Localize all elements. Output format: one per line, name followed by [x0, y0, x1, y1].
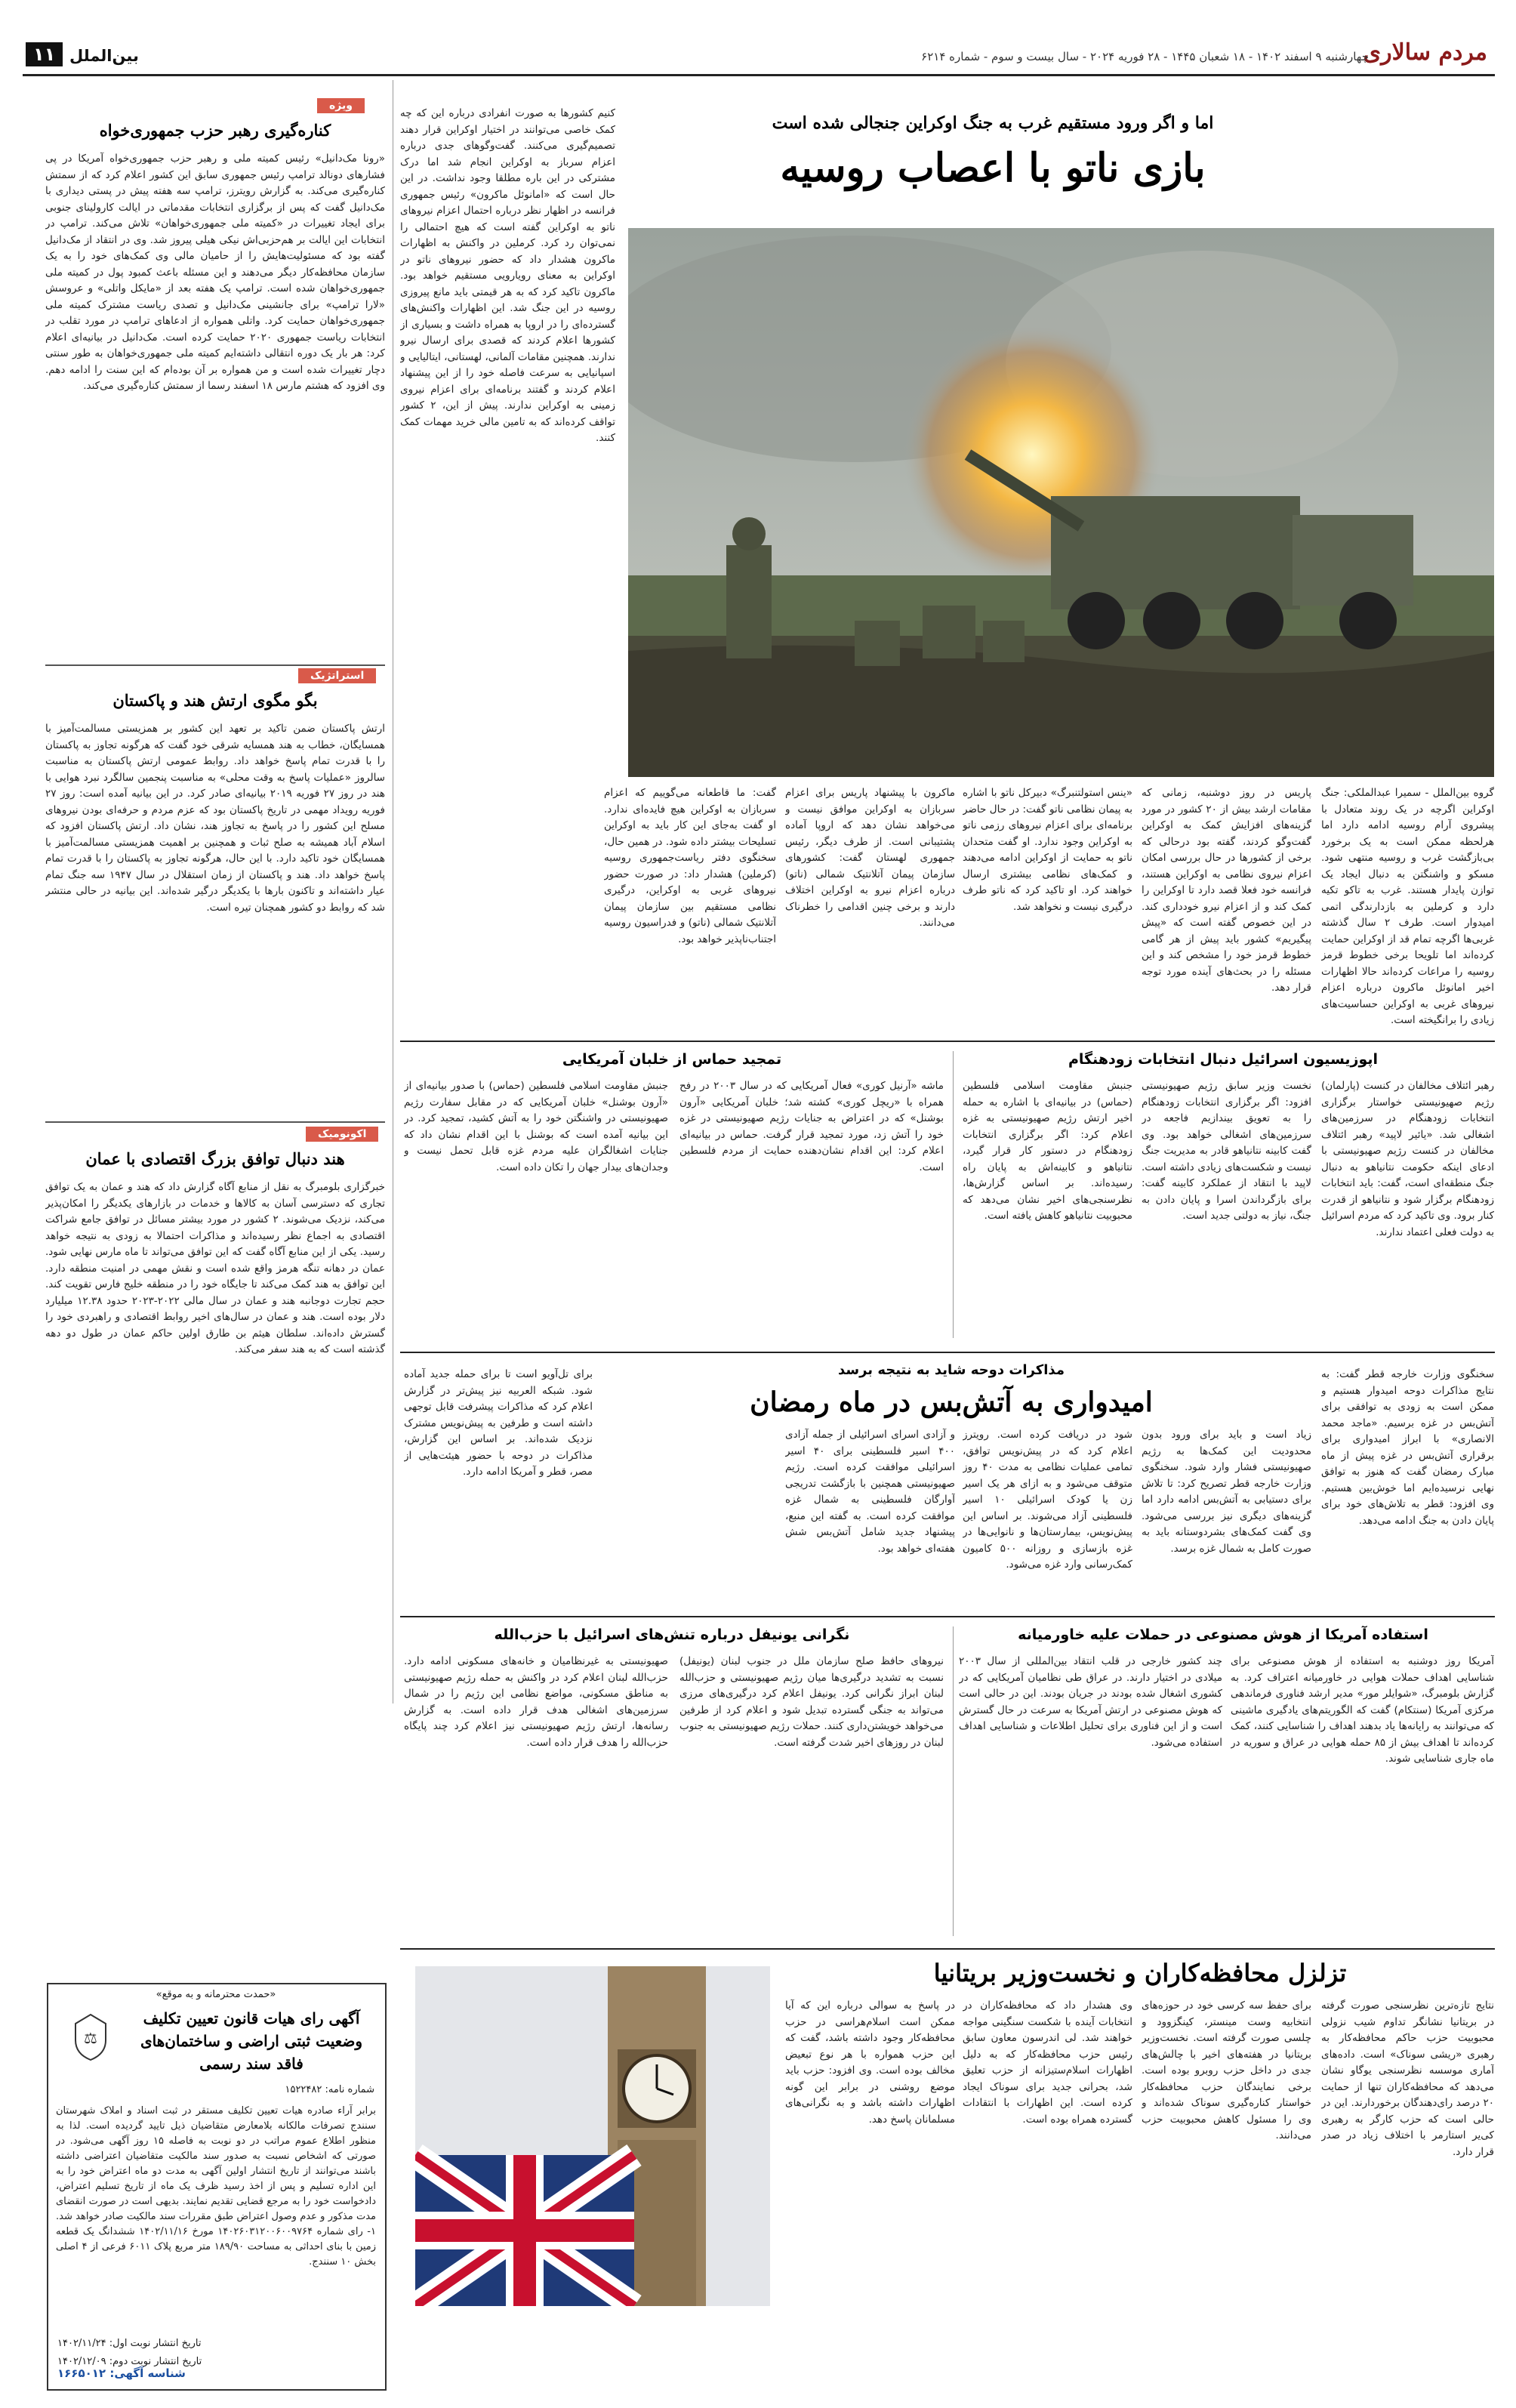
story-a6-c1: نتایج تازه‌ترین نظرسنجی صورت گرفته در بریتانیا نشانگر تداوم شیب نزولی محبوبیت حزب حاکم محافظه‌کار به رهبری «ریشی سوناک» است. داده‌های آماری موسسه نظرسنجی یوگاو نشان می‌دهد که محافظه‌کاران تنها از حمایت ۲۰ درصد رای‌دهندگان برخوردارند. این در حالی است که حزب کارگر به رهبری کی‌یر استارمر با اختلاف زیاد در صدر قرار دارد.	[1321, 1999, 1494, 2158]
story-a3-headline: امیدواری به آتش‌بس در ماه رمضان	[750, 1386, 1153, 1418]
date-line: چهارشنبه ۹ اسفند ۱۴۰۲ - ۱۸ شعبان ۱۴۴۵ - ۲۸ فوریه ۲۰۲۴ - سال بیست و سوم - شماره ۶۲۱۴	[921, 50, 1369, 63]
ad-ref: شماره نامه: ۱۵۲۲۴۸۲	[285, 2084, 374, 2095]
tag-special: ویژه	[317, 98, 365, 113]
emblem-icon	[68, 2010, 113, 2063]
lead-kicker: اما و اگر ورود مستقیم غرب به جنگ اوکراین جنجالی شده است	[772, 113, 1214, 133]
ad-top-line: «حمدت محترمانه و به موقع»	[156, 1989, 276, 2000]
side3-body: خبرگزاری بلومبرگ به نقل از منابع آگاه گزارش داد که هند و عمان به یک توافق تجاری که دسترسی آسان به کالاها و خدمات در بازارهای یکدیگر را امکان‌پذیر می‌کند، نزدیک می‌شوند. ۲ کشور در مورد بیشتر مسائل در توافق جامع شراکت اقتصادی به اجماع نظر رسیده‌اند و مذاکرات احتمالا به زودی به نتیجه خواهد رسید. یکی از این منابع آگاه گفت که این توافق می‌تواند تا ماه مارس نهایی شود. عمان در دهانه تنگه هرمز واقع شده است و نقش مهمی در امنیت منطقه دارد. این توافق به هند کمک می‌کند تا جایگاه خود را در منطقه خلیج فارس تقویت کند. حجم تجارت دوجانبه هند و عمان در سال مالی ۲۰۲۲-۲۰۲۳ حدود ۱۲.۳۸ میلیارد دلار بوده است. هند و عمان در سال‌های اخیر روابط اقتصادی و راهبردی خود را گسترش داده‌اند. سلطان هیثم بن طارق اولین حاکم عمان در طول دو دهه گذشته است که به هند سفر می‌کند.	[45, 1181, 385, 1355]
story-a6-title: تزلزل محافظه‌کاران و نخست‌وزیر بریتانیا	[933, 1959, 1347, 1987]
ad-body: برابر آراء صادره هیات تعیین تکلیف مستقر در ثبت اسناد و املاک شهرستان سنندج تصرفات مالکانه بلامعارض متقاضیان ذیل تایید گردیده است. لذا به منظور اطلاع عموم مراتب در دو نوبت به فاصله ۱۵ روز آگهی می‌شود. در صورتی که اشخاص نسبت به صدور سند مالکیت متقاضیان اعتراضی داشته باشند می‌توانند از تاریخ انتشار اولین آگهی به مدت دو ماه اعتراض خود را به این اداره تسلیم و پس از اخذ رسید ظرف یک ماه از تاریخ تسلیم اعتراض، دادخواست خود را به مرجع قضایی تقدیم نمایند. بدیهی است در صورت انقضای مدت مذکور و عدم وصول اعتراض طبق مقررات سند مالکیت صادر خواهد شد. ۱- رای شماره ۱۴۰۲۶۰۳۱۲۰۰۶۰۰۹۷۶۴ مورخ ۱۴۰۲/۱۱/۱۶ ششدانگ یک قطعه زمین با بنای احداثی به مساحت ۱۸۹/۹۰ متر مربع پلاک ۶۰۱۱ فرعی از ۴ اصلی بخش ۱۰ سنندج.	[56, 2105, 376, 2268]
story-a3-kicker: مذاکرات دوحه شاید به نتیجه برسد	[838, 1362, 1065, 1378]
lead-col6: کنیم کشورها به صورت انفرادی درباره این که چه کمک خاصی می‌توانند در اختیار اوکراین قرار دهند تصمیم‌گیری می‌کنند. گفت‌وگوهای جدی درباره اعزام سرباز به اوکراین انجام شد اما درک مشترکی در این باره مطلقا وجود نداشت. در این حال است که «امانوئل ماکرون» رئیس جمهوری فرانسه در اظهار نظر درباره احتمال اعزام نیروهای ناتو به اوکراین گفته است که هیچ احتمالی را نمی‌توان رد کرد. کرملین در واکنش به اظهارات ماکرون هشدار داد که حضور نیروهای ناتو در اوکراین به معنای رویارویی مستقیم خواهد بود. ماکرون تاکید کرد که به هر قیمتی باید مانع پیروزی روسیه در این جنگ شد. این اظهارات واکنش‌های گسترده‌ای را در اروپا به همراه داشت و بسیاری از کشورها اعلام کردند که قصدی برای ارسال نیرو ندارند. همچنین مقامات آلمانی، لهستانی، ایتالیایی و اسپانیایی به سرعت فاصله خود را از این پیشنهاد اعلام کردند و گفتند برنامه‌ای برای اعزام نیروی زمینی به اوکراین ندارند. پیش از این، ۲ کشور تواقف کرده‌اند که به تامین مالی خرید مهمات کمک کنند.	[400, 107, 615, 444]
story-a6-c2: برای حفظ سه کرسی خود در حوزه‌های انتخابیه وست مینستر، کینگزوود و چلسی صورت گرفته است. نخست‌وزیر بریتانیا در هفته‌های اخیر با چالش‌های جدی در داخل حزب روبرو بوده است. برخی نمایندگان حزب محافظه‌کار خواستار کناره‌گیری سوناک شده‌اند و وی را مسئول کاهش محبوبیت حزب می‌دانند.	[1142, 1999, 1311, 2141]
story-a5-title: نگرانی یونیفل درباره تنش‌های اسرائیل با حزب‌الله	[494, 1626, 850, 1643]
lead-title: بازی ناتو با اعصاب روسیه	[780, 145, 1206, 191]
lead-col2: پاریس در روز دوشنبه، زمانی که مقامات ارشد بیش از ۲۰ کشور در مورد گزینه‌های افزایش کمک به اوکراین گفت‌وگو کردند، گفته بود درحالی که برخی از کشورها در حال بررسی امکان اعزام نیروی نظامی به اوکراین هستند، فرانسه خود فعلا قصد دارد تا اوکراین را کمک کند و از اعزام نیرو خودداری کند. در این خصوص گفته است که «پیش پیگیریم» کشور باید پیش از هر گامی خطوط قرمز خود را مشخص کند و این مسئله را در بحث‌های آینده مورد توجه قرار دهد.	[1142, 787, 1311, 994]
story-a4-title: استفاده آمریکا از هوش مصنوعی در حملات علیه خاورمیانه	[1018, 1626, 1428, 1643]
story-a3-c2: زیاد است و باید برای ورود بدون محدودیت این کمک‌ها به رژیم صهیونیستی فشار وارد شود. سخنگوی وزارت خارجه قطر تصریح کرد: تا تلاش برای دستیابی به آتش‌بس ادامه دارد اما گزینه‌های دیگری نیز بررسی می‌شود. وی گفت کمک‌های بشردوستانه باید به صورت کامل به شمال غزه برسد.	[1142, 1429, 1311, 1555]
lead-col1: گروه بین‌الملل - سمیرا عبدالملکی: جنگ اوکراین اگرچه در یک روند متعادل با پیشروی آرام روسیه ادامه دارد اما هرلحظه ممکن است به یک برخورد بی‌بازگشت غرب و روسیه منتهی شود. مسکو و واشنگتن به دنبال ایجاد یک توازن پایدار هستند. غرب به تاکو تکیه دارد و کرملین به بازدارندگی اتمی امیدوار است. طرف ۲ سال گذشته غربی‌ها اگرچه تمام قد از اوکراین حمایت کرده‌اند اما تلویحا برخی خطوط قرمز روسیه را مراعات کرده‌اند حالا اظهارات اخیر امانوئل ماکرون درباره اعزام نیروهای غربی به اوکراین حساسیت‌های زیادی را برانگیخته است.	[1321, 787, 1494, 1026]
story-a4-c2: چند کشور خارجی در قلب انتقاد بین‌المللی از سال ۲۰۰۳ میلادی در اختیار دارند. در عراق طی نظامیان آمریکایی که در کشوری اشغال شده بودند در جریان بودند. این در حالی است که هوش مصنوعی در ارتش آمریکا به سرعت در حال گسترش است و از این فناوری برای تحلیل اطلاعات و شناسایی اهداف استفاده می‌شود.	[959, 1655, 1222, 1749]
tag-economic: اکونومیک	[306, 1127, 378, 1142]
section-title: بین‌الملل	[69, 47, 139, 65]
britain-photo	[415, 1966, 770, 2306]
story-a2-c1: ماشه «آرنیل کوری» فعال آمریکایی که در سال ۲۰۰۳ در رفح همراه با «ریچل کوری» کشته شد؛ خلبان آمریکایی «آرون بوشنل» که در اعتراض به جنایات رژیم صهیونیستی در غزه خود را آتش زد، مورد تمجید قرار گرفت. حماس در بیانیه‌ای اعلام کرد: این اقدام نشان‌دهنده حمایت از مردم فلسطین است.	[679, 1080, 944, 1173]
ad-date-1: تاریخ انتشار نوبت اول: ۱۴۰۲/۱۱/۲۴	[57, 2338, 202, 2349]
lead-col4: ماکرون با پیشنهاد پاریس برای اعزام سربازان به اوکراین موافق نیست و می‌خواهد نشان دهد که اروپا آماده پشتیبانی است. از طرف دیگر، رئیس جمهوری لهستان گفت: کشورهای سازمان پیمان آتلانتیک شمالی (ناتو) درباره اعزام نیرو به اوکراین اختلاف دارند و برخی چنین اقدامی را خطرناک می‌دانند.	[785, 787, 955, 929]
side1-body: «رونا مک‌دانیل» رئیس کمیته ملی و رهبر حزب جمهوری‌خواه آمریکا در پی فشارهای دونالد ترامپ رئیس جمهوری سابق این کشور اعلام کرد که از سمتش کناره‌گیری می‌کند. به گزارش رویترز، ترامپ سه هفته پیش در پستی دیداری با مک‌دانیل گفت که پس از برگزاری انتخابات مقدماتی در ایالت کارولینای جنوبی برای ایجاد تغییرات در «کمیته ملی جمهوری‌خواهان» تلاش می‌کند. ترامپ در انتخابات این ایالت بر هم‌حزبی‌اش نیکی هیلی پیروز شد. وی در انتقاد از مک‌دانیل گفته بود که مسئولیت‌هایش را از حامیان مالی وی کمک‌های خود را به یک سازمان محافظه‌کار دیگر می‌دهند و این مسئله باعث کمبود پول در کمیته ملی جمهوری‌خواهان شده است. ترامپ یک هفته بعد از «مایکل واتلی» و عروسش «لارا ترامپ» برای جانشینی مک‌دانیل و تصدی ریاست مشترک کمیته ملی جمهوری‌خواهان حمایت کرد. واتلی همواره از ادعاهای ترامپ در مورد تقلب در انتخابات ریاست جمهوری ۲۰۲۰ حمایت کرده است. مک‌دانیل در بیانیه‌ای اعلام کرد: هر بار یک دوره انتقالی داشته‌ایم کمیته ملی جمهوری‌خواهان به طور سنتی دچار تغییرات شده است و من همواره بر آن بوده‌ام که این سنت را ادامه دهم. وی افزود که هشتم مارس ۱۸ اسفند رسما از سمتش کناره‌گیری می‌کند.	[45, 153, 385, 392]
ad-code: شناسه آگهی: ۱۶۶۵۰۱۲	[57, 2366, 186, 2380]
side2-title: بگو مگوی ارتش هند و پاکستان	[112, 691, 318, 710]
lead-col3: «ینس استولتنبرگ» دبیرکل ناتو با اشاره به پیمان نظامی ناتو گفت: در حال حاضر برنامه‌ای برای اعزام نیروهای رزمی ناتو به اوکراین وجود ندارد. او گفت متحدان ناتو به حمایت از اوکراین ادامه می‌دهند و کمک‌های نظامی بیشتری ارسال خواهند کرد. او تاکید کرد که ناتو طرف درگیری نیست و نخواهد شد.	[963, 787, 1132, 913]
side1-title: کناره‌گیری رهبر حزب جمهوری‌خواه	[99, 121, 331, 140]
story-a3-c4: و آزادی اسرای اسرائیلی از جمله آزادی ۴۰۰ اسیر فلسطینی برای ۴۰ اسیر اسرائیلی موافقت کرده است. رژیم صهیونیستی همچنین با بازگشت تدریجی آوارگان فلسطینی به شمال غزه موافقت کرده است. به گفته این منبع، پیشنهاد جدید شامل آتش‌بس شش هفته‌ای خواهد بود.	[785, 1429, 955, 1555]
side3-title: هند دنبال توافق بزرگ اقتصادی با عمان	[85, 1149, 345, 1168]
story-a3-c3: شود در دریافت کرده است. رویترز اعلام کرد که در پیش‌نویس توافق، تمامی عملیات نظامی به مدت ۴۰ روز متوقف می‌شود و به ازای هر یک اسیر زن یا کودک اسرائیلی ۱۰ اسیر فلسطینی آزاد می‌شوند. بر اساس این پیش‌نویس، بیمارستان‌ها و نانوایی‌ها در غزه بازسازی و روزانه ۵۰۰ کامیون کمک‌رسانی وارد غزه می‌شود.	[963, 1429, 1132, 1571]
story-a1-title: اپوزیسیون اسرائیل دنبال انتخابات زودهنگام	[1068, 1051, 1379, 1068]
story-a2-title: تمجید حماس از خلبان آمریکایی	[562, 1051, 782, 1068]
page-number: ۱۱	[26, 42, 63, 66]
story-a6-c3: وی هشدار داد که محافظه‌کاران در انتخابات آینده با شکست سنگینی مواجه خواهند شد. لی اندرسون معاون سابق رئیس حزب محافظه‌کار که به دلیل اظهارات اسلام‌ستیزانه از حزب تعلیق شد، بحرانی جدید برای سوناک ایجاد کرده است. این اظهارات با انتقادات گسترده همراه بوده است.	[963, 1999, 1132, 2126]
legal-ad	[47, 1983, 387, 2391]
story-a1-c3: جنبش مقاومت اسلامی فلسطین (حماس) در بیانیه‌ای با اشاره به حمله اخیر ارتش رژیم صهیونیستی به غزه اعلام کرد: اگر برگزاری انتخابات زودهنگام در دستور کار قرار گیرد، نتانیاهو و کابینه‌اش به پایان راه رسیده‌اند. بر اساس گزارش‌ها، نظرسنجی‌های اخیر نشان می‌دهد که محبوبیت نتانیاهو کاهش یافته است.	[963, 1080, 1132, 1222]
ad-title: آگهی رای هیات قانون تعیین تکلیف وضعیت ثبتی اراضی و ساختمان‌های فاقد سند رسمی	[140, 2009, 363, 2073]
story-a2-c2: جنبش مقاومت اسلامی فلسطین (حماس) با صدور بیانیه‌ای از «آرون بوشنل» خلبان آمریکایی که در مقابل سفارت رژیم صهیونیستی در واشنگتن خود را به آتش کشید، تمجید کرد. در این بیانیه آمده است که بوشنل با این اقدام نشان داد که جنایات اشغالگران علیه مردم غزه قابل تحمل نیست و وجدان‌های بیدار جهان را تکان داده است.	[404, 1080, 668, 1173]
tag-strategic: استراتژیک	[298, 668, 376, 683]
story-a3-c5: برای تل‌آویو است تا برای حمله جدید آماده شود. شبکه العربیه نیز پیش‌تر در گزارش اعلام کرد که مذاکرات پیشرفت قابل توجهی داشته است و طرفین به پیش‌نویس مشترک نزدیک شده‌اند. بر اساس این گزارش، مذاکرات در دوحه با حضور هیئت‌هایی از مصر، قطر و آمریکا ادامه دارد.	[404, 1368, 593, 1478]
story-a6-c4: در پاسخ به سوالی درباره این که آیا ممکن است اسلام‌هراسی در حزب محافظه‌کار وجود داشته باشد، گفت که این حزب همواره با هر نوع تبعیض مخالف بوده است. وی افزود: حزب باید موضع روشنی در برابر این گونه اظهارات داشته باشد و به نگرانی‌های مسلمانان پاسخ دهد.	[785, 1999, 955, 2126]
lead-col5: گفت: ما قاطعانه می‌گوییم که اعزام سربازان به اوکراین هیچ فایده‌ای ندارد. او گفت به‌جای این کار باید به اوکراین تسلیحات بیشتر داده شود. در همین حال، سخنگوی دفتر ریاست‌جمهوری روسیه (کرملین) هشدار داد: در صورت حضور نیروهای غربی به اوکراین، درگیری نظامی مستقیم بین سازمان پیمان آتلانتیک شمالی (ناتو) و فدراسیون روسیه اجتناب‌ناپذیر خواهد بود.	[604, 787, 776, 945]
story-a1-c2: نخست وزیر سابق رژیم صهیونیستی افزود: اگر برگزاری انتخابات زودهنگام را به تعویق بیندازیم فاجعه در سرزمین‌های اشغالی خواهد بود. وی گفت کابینه نتانیاهو قادر به مدیریت جنگ نیست و شکست‌های زیادی داشته است. لاپید با انتقاد از عملکرد کابینه گفت: برای بازگرداندن اسرا و پایان دادن به جنگ، نیاز به دولتی جدید است.	[1142, 1080, 1311, 1222]
story-a4-c1: آمریکا روز دوشنبه به استفاده از هوش مصنوعی برای شناسایی اهداف حملات هوایی در خاورمیانه اعتراف کرد. به گزارش بلومبرگ، «شوایلر مور» مدیر ارشد فناوری فرماندهی مرکزی آمریکا (سنتکام) گفت که الگوریتم‌های یادگیری ماشینی که می‌توانند به رایانه‌ها یاد بدهند اهداف را شناسایی کنند، کمک کرده‌اند تا اهداف بیش از ۸۵ حمله هوایی در عراق و سوریه در ماه جاری شناسایی شوند.	[1231, 1655, 1494, 1765]
story-a1-c1: رهبر ائتلاف مخالفان در کنست (پارلمان) رژیم صهیونیستی خواستار برگزاری انتخابات زودهنگام در سرزمین‌های اشغالی شد. «یائیر لاپید» رهبر ائتلاف مخالفان در کنست رژیم صهیونیستی با ادعای اینکه حکومت نتانیاهو به دنبال جنگ منطقه‌ای است، گفت: باید انتخابات زودهنگام برگزار شود و نتانیاهو از قدرت کنار برود. وی تاکید کرد که مردم اسرائیل به دولت فعلی اعتماد ندارند.	[1321, 1080, 1494, 1238]
masthead	[0, 0, 1516, 72]
story-a5-c1: نیروهای حافظ صلح سازمان ملل در جنوب لبنان (یونیفل) نسبت به تشدید درگیری‌ها میان رژیم صهیونیستی و حزب‌الله لبنان ابراز نگرانی کرد. یونیفل اعلام کرد درگیری‌های مرزی می‌تواند به جنگی گسترده تبدیل شود و اعلام کرد از طرفین می‌خواهد خویشتن‌داری کنند. حملات رژیم صهیونیستی به جنوب لبنان در روزهای اخیر شدت گرفته است.	[679, 1655, 944, 1749]
svg-text:⚖: ⚖	[84, 2029, 97, 2047]
story-a3-c1: سخنگوی وزارت خارجه قطر گفت: به نتایج مذاکرات دوحه امیدوار هستیم و ممکن است به زودی به توافقی برای آتش‌بس در غزه برسیم. «ماجد محمد الانصاری» با ابراز امیدواری برای برقراری آتش‌بس در غزه پیش از ماه مبارک رمضان گفت که هنوز به توافق نهایی نرسیده‌ایم اما خوش‌بین هستیم. وی افزود: قطر به تلاش‌های خود برای پایان دادن به جنگ ادامه می‌دهد.	[1321, 1368, 1494, 1527]
ad-date-2: تاریخ انتشار نوبت دوم: ۱۴۰۲/۱۲/۰۹	[57, 2356, 202, 2367]
lead-photo	[628, 228, 1494, 777]
side2-body: ارتش پاکستان ضمن تاکید بر تعهد این کشور بر همزیستی مسالمت‌آمیز با همسایگان، خطاب به هند همسایه شرقی خود گفت که هرگونه تجاوز به پاکستان را با قدرت تمام پاسخ خواهد داد. روابط عمومی ارتش پاکستان به مناسبت سالروز «عملیات پاسخ به وقت محلی» به مناسبت پنجمین سالگرد نبرد هوایی با هند در روز ۲۷ فوریه ۲۰۱۹ بیانیه‌ای صادر کرد. در این بیانیه آمده است: روز ۲۷ فوریه رویداد مهمی در تاریخ پاکستان بود که عزم مردم و حرفه‌ای بودن نیروهای مسلح این کشور را در پاسخ به تجاوز هند، نشان داد. ارتش پاکستان افزود که اسلام آباد همیشه به صلح ثبات و همچنین بر اهمیت همزیستی مسالمت‌آمیز با همسایگان خود تاکید دارد. با این حال، هرگونه تجاوز به پاکستان را با قدرت تمام پاسخ خواهد داد. هند و پاکستان از زمان استقلال در سال ۱۹۴۷ سه جنگ تمام عیار داشته‌اند و تاکنون بارها با یکدیگر درگیر شده‌اند. این بیانیه در حالی منتشر شد که روابط دو کشور همچنان تیره است.	[45, 723, 385, 914]
masthead-logo: مردم سالاری	[1363, 39, 1487, 66]
story-a5-c2: صهیونیستی به غیرنظامیان و خانه‌های مسکونی ادامه دارد. حزب‌الله لبنان اعلام کرد در واکنش به حمله رژیم صهیونیستی به مناطق مسکونی، مواضع نظامی این رژیم را در شمال سرزمین‌های اشغالی هدف قرار داده است. به گزارش رسانه‌ها، ارتش رژیم صهیونیستی نیز اعلام کرد چند پایگاه حزب‌الله را هدف قرار داده است.	[404, 1655, 668, 1749]
